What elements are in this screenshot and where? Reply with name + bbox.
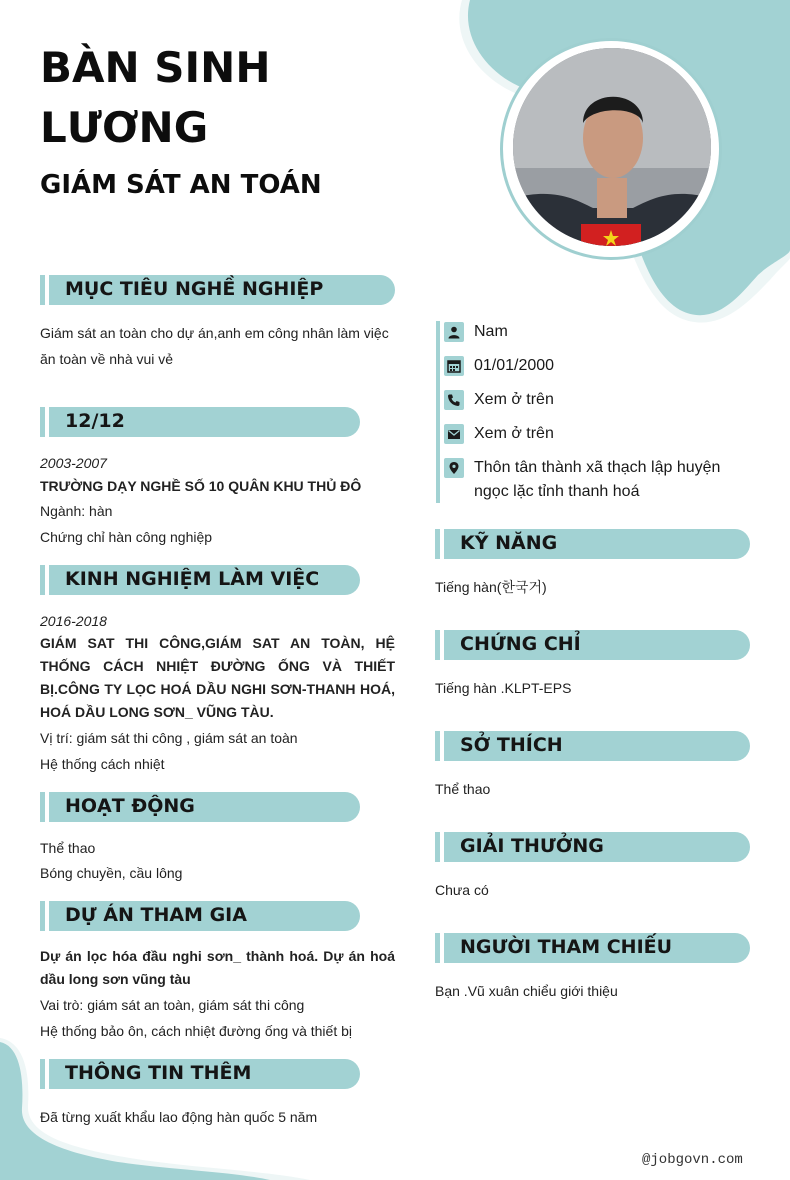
contact-phone-text: Xem ở trên: [474, 391, 554, 408]
contact-address: [444, 456, 744, 504]
section-title: SỞ THÍCH: [460, 734, 563, 756]
experience-line-2: Hệ thống cách nhiệt: [40, 756, 165, 772]
contact-address-text: Thôn tân thành xã thạch lập huyện ngọc lặc tỉnh thanh hoá: [474, 459, 721, 500]
experience-period: 2016-2018: [40, 613, 107, 629]
section-title: 12/12: [65, 410, 125, 432]
section-experience-header: [40, 565, 360, 595]
objective-text: Giám sát an toàn cho dự án,anh em công nhân làm việc ăn toàn về nhà vui vẻ: [40, 325, 389, 367]
hobbies-text: Thể thao: [435, 781, 491, 797]
education-period: 2003-2007: [40, 455, 107, 471]
activities-line-2: Bóng chuyền, cầu lông: [40, 865, 183, 881]
avatar: [513, 48, 711, 246]
experience-line-1: Vị trí: giám sát thi công , giám sát an toàn: [40, 730, 298, 746]
section-skills-header: [435, 529, 750, 559]
project-line-2: Hệ thống bảo ôn, cách nhiệt đường ống và thiết bị: [40, 1023, 352, 1039]
job-title: GIÁM SÁT AN TOÁN: [40, 170, 322, 200]
education-line-1: Ngành: hàn: [40, 503, 113, 519]
section-references-header: [435, 933, 750, 963]
certificates-text: Tiếng hàn .KLPT-EPS: [435, 680, 572, 696]
section-awards-header: [435, 832, 750, 862]
section-certificates-header: [435, 630, 750, 660]
section-title: MỤC TIÊU NGHỀ NGHIỆP: [65, 278, 324, 300]
section-objective-header: [40, 275, 395, 305]
section-projects-header: [40, 901, 360, 931]
education-school: TRƯỜNG DẠY NGHỀ SỐ 10 QUÂN KHU THỦ ĐÔ: [40, 478, 362, 494]
location-pin-icon: [444, 458, 464, 478]
mail-icon: [444, 424, 464, 444]
section-title: HOẠT ĐỘNG: [65, 795, 195, 817]
skills-text: Tiếng hàn(한국거): [435, 579, 547, 595]
awards-text: Chưa có: [435, 882, 489, 898]
section-education-header: [40, 407, 360, 437]
experience-company: GIÁM SAT THI CÔNG,GIÁM SAT AN TOÀN, HỆ THỐNG CÁCH NHIỆT ĐƯỜNG ỐNG VÀ THIẾT BỊ.CÔNG TY LỌC HOÁ DẦU NGHI SƠN-THANH HOÁ, HOÁ DẦU LONG SƠN_ VŨNG TÀU.: [40, 635, 395, 720]
contact-email-text: Xem ở trên: [474, 425, 554, 442]
phone-icon: [444, 390, 464, 410]
section-title: KỸ NĂNG: [460, 532, 558, 554]
section-activities-header: [40, 792, 360, 822]
section-more-info-header: [40, 1059, 360, 1089]
section-title: KINH NGHIỆM LÀM VIỆC: [65, 568, 320, 590]
contact-birthday: [444, 354, 744, 378]
education-line-2: Chứng chỉ hàn công nghiệp: [40, 529, 213, 545]
references-text: Bạn .Vũ xuân chiểu giới thiệu: [435, 983, 618, 999]
contact-birthday-text: 01/01/2000: [474, 357, 555, 374]
contact-phone: [444, 388, 744, 412]
section-title: CHỨNG CHỈ: [460, 633, 581, 655]
section-title: GIẢI THƯỞNG: [460, 835, 604, 857]
section-title: NGƯỜI THAM CHIẾU: [460, 936, 673, 958]
contact-gender-text: Nam: [474, 323, 508, 340]
contact-accent-line: [436, 321, 440, 503]
candidate-name: BÀN SINH LƯƠNG: [40, 43, 271, 152]
person-icon: [444, 322, 464, 342]
activities-line-1: Thể thao: [40, 840, 96, 856]
section-title: DỰ ÁN THAM GIA: [65, 904, 247, 926]
watermark: @jobgovn.com: [642, 1152, 743, 1168]
project-name: Dự án lọc hóa đầu nghi sơn_ thành hoá. Dự án hoá dầu long sơn vũng tàu: [40, 948, 395, 987]
contact-gender: [444, 320, 744, 344]
contact-email: [444, 422, 744, 446]
more-info-text: Đã từng xuất khẩu lao động hàn quốc 5 năm: [40, 1109, 318, 1125]
calendar-icon: [444, 356, 464, 376]
section-hobbies-header: [435, 731, 750, 761]
project-line-1: Vai trò: giám sát an toàn, giám sát thi công: [40, 997, 305, 1013]
section-title: THÔNG TIN THÊM: [65, 1062, 252, 1084]
